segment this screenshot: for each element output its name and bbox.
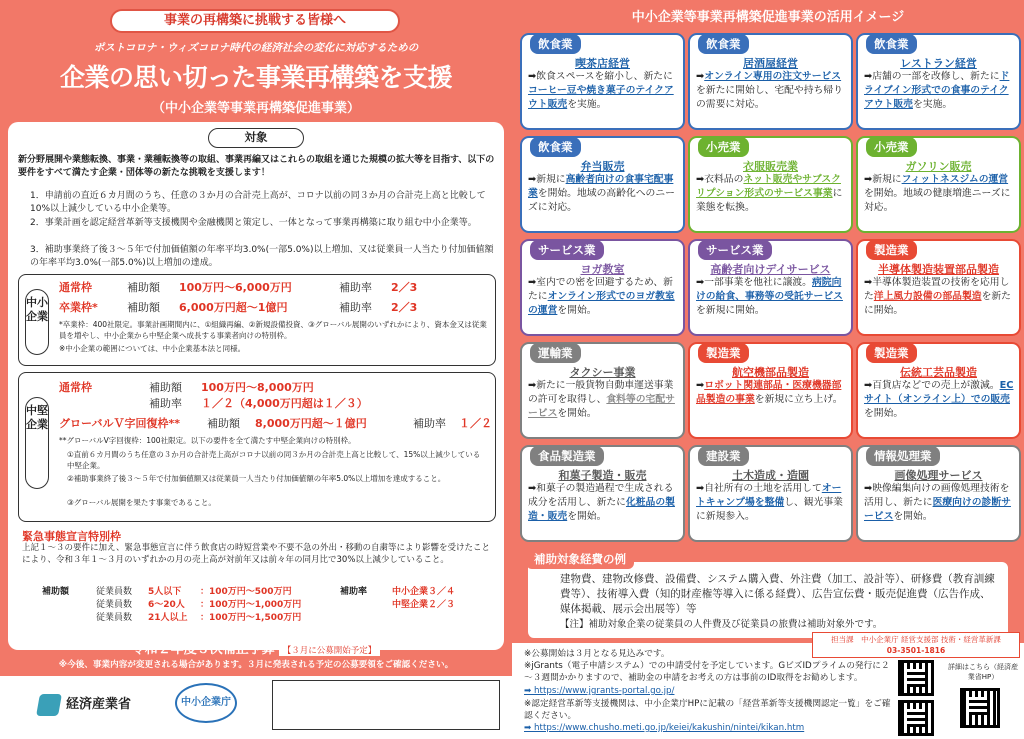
qr-label: 詳細はこちら（経済産業省HP） bbox=[948, 663, 1018, 681]
budget-note: 【３月に公募開始予定】 bbox=[279, 646, 381, 656]
card-desc-highlight: 病院向けの給食、事務等の受託サービス bbox=[696, 277, 843, 302]
mid-note-2: ①直前６カ月間のうち任意の３か月の合計売上高がコロナ以前の同３か月の合計売上高と比較して、15%以上減少している中堅企業。 bbox=[67, 450, 481, 470]
qr-code-1-icon[interactable] bbox=[898, 660, 934, 696]
subtitle: （中小企業等事業再構築促進事業） bbox=[151, 101, 360, 116]
example-card bbox=[520, 136, 685, 233]
qr-code-2-icon[interactable] bbox=[898, 700, 934, 736]
example-card bbox=[856, 342, 1021, 439]
example-card bbox=[856, 136, 1021, 233]
em-amt-label: 補助額 bbox=[42, 587, 70, 597]
card-desc-lead: ➡ bbox=[696, 380, 705, 391]
mid-global-rate-label: 補助率 bbox=[413, 417, 446, 430]
example-card bbox=[688, 136, 853, 233]
example-card bbox=[856, 239, 1021, 336]
card-category: 食品製造業 bbox=[530, 446, 604, 466]
card-business: 衣服販売業 bbox=[743, 160, 798, 173]
card-desc-lead: ➡和菓子の製造過程で生成される成分を活用し、新たに bbox=[528, 483, 674, 508]
example-card bbox=[688, 33, 853, 130]
card-desc-lead: ➡店舗の一部を改修し、新たに bbox=[864, 71, 1000, 82]
expense-list bbox=[560, 572, 1000, 632]
mid-note-3: ②補助事業終了後３～５年で付加価値額又は従業員一人当たり付加価値額の年率5.0%以上増加を達成すること。 bbox=[67, 474, 446, 483]
contact-org: 中小企業庁 経営支援部 技術・経営革新課 bbox=[861, 635, 1001, 644]
mid-global-amount: 8,000万円超～１億円 bbox=[255, 417, 367, 430]
jgrants-link[interactable]: ➡ https://www.jgrants-portal.go.jp/ bbox=[524, 686, 675, 696]
sme-normal-rate-label: 補助率 bbox=[339, 281, 372, 294]
card-desc-tail: を開始。 bbox=[557, 305, 597, 316]
card-category: 小売業 bbox=[698, 137, 749, 157]
card-business: 喫茶店経営 bbox=[575, 57, 630, 70]
em-r1-c: ：100万円～500万円 bbox=[200, 587, 292, 597]
card-description bbox=[696, 379, 848, 407]
card-description bbox=[528, 173, 680, 215]
card-desc-highlight: フィットネスジムの運営 bbox=[901, 174, 1009, 185]
mid-label: 中堅企業 bbox=[25, 397, 49, 489]
example-card bbox=[520, 445, 685, 542]
lead-text: ポストコロナ・ウィズコロナ時代の経済社会の変化に対応するための bbox=[93, 42, 419, 54]
change-warning: ※今後、事業内容が変更される場合があります。３月に発表される予定の公募要領をご確認ください。 bbox=[58, 660, 454, 670]
card-category: 建設業 bbox=[698, 446, 749, 466]
card-business: 伝統工芸品製造 bbox=[900, 366, 977, 379]
eligibility-panel bbox=[8, 122, 504, 650]
card-desc-highlight: オンライン専用の注文サービス bbox=[704, 71, 842, 82]
tagline: 事業の再構築に挑戦する皆様へ bbox=[110, 9, 400, 33]
em-r1-a: 従業員数 bbox=[96, 587, 133, 597]
expense-note: 【注】補助対象企業の従業員の人件費及び従業員の旅費は補助対象外です。 bbox=[560, 619, 883, 630]
card-desc-highlight: 洋上風力設備の部品製造 bbox=[873, 291, 982, 302]
card-category: 製造業 bbox=[698, 343, 749, 363]
example-card bbox=[688, 342, 853, 439]
example-card bbox=[688, 445, 853, 542]
target-intro: 新分野展開や業態転換、事業・業種転換等の取組、事業再編又はこれらの取組を通じた規模の拡大等を目指す、以下の要件をすべて満たす企業・団体等の新たな挑戦を支援します！ bbox=[18, 155, 495, 178]
requirement-2: 2．事業計画を認定経営革新等支援機関や金融機関と策定し、一体となって事業再構築に取り組む中小企業等。 bbox=[30, 218, 477, 228]
card-category: サービス業 bbox=[698, 240, 772, 260]
card-desc-highlight: ネット販売やサブスクリプション形式のサービス事業 bbox=[696, 174, 841, 199]
card-desc-tail: を新たに開始。 bbox=[864, 291, 1011, 316]
card-description bbox=[696, 173, 848, 215]
card-desc-lead: ➡飲食スペースを縮小し、新たに bbox=[528, 71, 673, 82]
em-r2-b: 6～20人 bbox=[148, 600, 185, 610]
em-r1-b: 5人以下 bbox=[148, 587, 182, 597]
card-category: 運輸業 bbox=[530, 343, 581, 363]
card-desc-lead: ➡新規に bbox=[528, 174, 566, 185]
example-card bbox=[520, 342, 685, 439]
card-desc-tail: を新規に立ち上げ。 bbox=[754, 394, 843, 405]
card-desc-tail: し、観光事業に新規参入。 bbox=[696, 497, 843, 522]
sme-note-1: *卒業枠：400社限定。事業計画期間内に、①組織再編、②新規設備投資、③グローバル展開のいずれかにより、資本金又は従業員を増やし、中小企業から中堅企業へ成長する事業者向けの特別枠。 bbox=[59, 320, 487, 340]
card-business: 土木造成・造園 bbox=[732, 469, 809, 482]
note-2: ※jGrants（電子申請システム）での申請受付を予定しています。GビズIDプライムの発行に２～３週間かかりますので、補助金の申請をお考えの方は事前のID取得をお勧めします。 bbox=[524, 661, 890, 683]
card-desc-lead: ➡ bbox=[696, 71, 705, 82]
card-desc-lead: ➡自社所有の土地を活用して bbox=[696, 483, 822, 494]
mid-normal-name: 通常枠 bbox=[59, 381, 92, 394]
card-desc-tail: に業態を転換。 bbox=[696, 188, 843, 213]
card-description bbox=[528, 482, 680, 524]
sme-note-2: ※中小企業の範囲については、中小企業基本法と同様。 bbox=[59, 344, 246, 353]
meti-logo-text: 経済産業省 bbox=[66, 697, 132, 712]
em-r3-c: ：100万円～1,500万円 bbox=[200, 613, 302, 623]
em-r2-a: 従業員数 bbox=[96, 600, 133, 610]
card-desc-lead: ➡一部事業を他社に譲渡。 bbox=[696, 277, 812, 288]
card-desc-highlight: ロボット関連部品・医療機器部品製造の事業 bbox=[696, 380, 842, 405]
sme-grad-amt-label: 補助額 bbox=[127, 301, 160, 314]
sme-grad-rate: 2／3 bbox=[391, 301, 418, 314]
card-category: 飲食業 bbox=[866, 34, 917, 54]
card-category: 情報処理業 bbox=[866, 446, 940, 466]
sme-grad-name: 卒業枠* bbox=[59, 301, 98, 314]
meti-logo bbox=[38, 693, 131, 716]
card-description bbox=[528, 379, 680, 421]
mid-global-amt-label: 補助額 bbox=[207, 417, 240, 430]
sme-label: 中小企業 bbox=[25, 289, 49, 355]
card-desc-tail: を開始。地域の高齢化へのニーズに対応。 bbox=[528, 188, 675, 213]
card-desc-tail: を開始。地域の健康増進ニーズに対応。 bbox=[864, 188, 1011, 213]
requirement-3: 3．補助事業終了後３～５年で付加価値額の年率平均3.0%(一部5.0%)以上増加、又は従業員一人当たり付加価値額の年率平均3.0%(一部5.0%)以上増加の達成。 bbox=[30, 245, 494, 268]
card-business: ヨガ教室 bbox=[580, 263, 625, 276]
sme-grad-amount: 6,000万円超～1億円 bbox=[179, 301, 288, 314]
card-desc-highlight: オンライン形式でのヨガ教室の運営 bbox=[528, 291, 675, 316]
card-desc-tail: を開始。 bbox=[567, 511, 607, 522]
sme-box bbox=[18, 274, 496, 366]
note-1: ※公募開始は３月となる見込みです。 bbox=[524, 649, 670, 659]
card-desc-highlight: 高齢者向けの食事宅配事業 bbox=[528, 174, 674, 199]
emergency-text: 上記１～３の要件に加え、緊急事態宣言に伴う飲食店の時短営業や不要不急の外出・移動の自粛等により影響を受けたことにより、令和３年１～３月のいずれかの月の売上高が対前年又は前々年の同月比で30%以上減少していること。 bbox=[22, 543, 491, 565]
em-rate-label: 補助率 bbox=[340, 587, 368, 597]
card-desc-highlight: ドライブイン形式での食事のテイクアウト販売 bbox=[864, 71, 1010, 110]
chusho-link[interactable]: ➡ https://www.chusho.meti.go.jp/keiei/kakushin/nintei/kikan.htm bbox=[524, 723, 805, 733]
meti-logo-mark-icon bbox=[36, 694, 62, 716]
example-card bbox=[520, 33, 685, 130]
em-rate-mid: 中堅企業２／３ bbox=[392, 600, 456, 610]
contact-label: 担当課 bbox=[831, 635, 854, 644]
card-desc-lead: ➡新規に bbox=[864, 174, 902, 185]
card-business: 画像処理サービス bbox=[894, 469, 983, 482]
example-card bbox=[856, 445, 1021, 542]
mid-global-name: グローバルＶ字回復枠** bbox=[59, 417, 180, 430]
sme-normal-name: 通常枠 bbox=[59, 281, 92, 294]
card-description bbox=[864, 379, 1016, 421]
mid-normal-amt-label: 補助額 bbox=[149, 381, 182, 394]
examples-title: 中小企業等事業再構築促進事業の活用イメージ bbox=[631, 10, 905, 25]
mid-normal-rate: １／２（4,000万円超は１／３） bbox=[201, 397, 368, 410]
card-business: 航空機部品製造 bbox=[732, 366, 809, 379]
main-title: 企業の思い切った事業再構築を支援 bbox=[59, 63, 452, 92]
card-category: 飲食業 bbox=[530, 137, 581, 157]
card-description bbox=[528, 70, 680, 112]
card-description bbox=[864, 70, 1016, 112]
card-desc-highlight: 医療向けの診断サービス bbox=[864, 497, 1011, 522]
requirement-1: 1．申請前の直近６カ月間のうち、任意の３か月の合計売上高が、コロナ以前の同３か月の合計売上高と比較して10%以上減少している中小企業等。 bbox=[30, 191, 486, 214]
example-card bbox=[520, 239, 685, 336]
card-desc-lead: ➡衣料品の bbox=[696, 174, 744, 185]
card-category: 小売業 bbox=[866, 137, 917, 157]
card-category: 飲食業 bbox=[698, 34, 749, 54]
sme-agency-logo: 中小企業庁 bbox=[175, 683, 237, 723]
card-desc-highlight: 化粧品の製造・販売 bbox=[528, 497, 675, 522]
card-desc-highlight: 食料等の宅配サービス bbox=[528, 394, 675, 419]
em-r3-b: 21人以上 bbox=[148, 613, 188, 623]
card-business: 弁当販売 bbox=[580, 160, 625, 173]
mid-normal-rate-label: 補助率 bbox=[149, 397, 182, 410]
card-category: 飲食業 bbox=[530, 34, 581, 54]
card-description bbox=[864, 173, 1016, 215]
em-r2-c: ：100万円～1,000万円 bbox=[200, 600, 302, 610]
card-desc-tail: を開始。 bbox=[557, 408, 597, 419]
left-column bbox=[0, 0, 512, 676]
card-desc-highlight: コーヒー豆や焼き菓子のテイクアウト販売 bbox=[528, 85, 674, 110]
qr-code-3-icon[interactable] bbox=[960, 688, 1000, 728]
card-desc-lead: ➡半導体製造装置の技術を応用した bbox=[864, 277, 1010, 302]
card-desc-lead: ➡新たに一般貨物自動車運送事業の許可を取得し、 bbox=[528, 380, 674, 405]
card-desc-tail: を開始。 bbox=[864, 408, 904, 419]
sme-normal-amount: 100万円～6,000万円 bbox=[179, 281, 292, 294]
em-rate-sme: 中小企業３／４ bbox=[392, 587, 456, 597]
card-desc-highlight: オートキャンプ場を整備 bbox=[696, 483, 842, 508]
card-desc-lead: ➡百貨店などでの売上が激減。 bbox=[864, 380, 1000, 391]
card-category: サービス業 bbox=[530, 240, 604, 260]
right-column bbox=[512, 0, 1024, 739]
card-description bbox=[696, 70, 848, 112]
sme-grad-rate-label: 補助率 bbox=[339, 301, 372, 314]
example-card bbox=[856, 33, 1021, 130]
sme-normal-amt-label: 補助額 bbox=[127, 281, 160, 294]
card-desc-lead: ➡室内での密を回避するため、新たに bbox=[528, 277, 673, 302]
card-desc-tail: を実施。 bbox=[567, 99, 607, 110]
card-description bbox=[696, 482, 848, 524]
example-card bbox=[688, 239, 853, 336]
sme-normal-rate: 2／3 bbox=[391, 281, 418, 294]
mid-note-4: ③グローバル展開を果たす事業であること。 bbox=[67, 498, 216, 507]
card-desc-highlight: ECサイト（オンライン上）での販売 bbox=[864, 380, 1014, 405]
card-description bbox=[696, 276, 848, 318]
mid-normal-amount: 100万円～8,000万円 bbox=[201, 381, 314, 394]
contact-tel: 03-3501-1816 bbox=[886, 646, 946, 655]
card-desc-tail: を新規に開始。 bbox=[696, 305, 765, 316]
card-description bbox=[864, 482, 1016, 524]
em-r3-a: 従業員数 bbox=[96, 613, 133, 623]
card-desc-tail: を新たに開始し、宅配や持ち帰りの需要に対応。 bbox=[696, 85, 843, 110]
card-description bbox=[528, 276, 680, 318]
note-3: ※認定経営革新等支援機関は、中小企業庁HPに記載の「経営革新等支援機関認定一覧」をご確認ください。 bbox=[524, 699, 891, 721]
card-desc-tail: を開始。 bbox=[893, 511, 933, 522]
budget-line bbox=[0, 638, 512, 657]
mid-note-1: **グローバルV字回復枠：100社限定。以下の要件を全て満たす中堅企業向けの特別枠。 bbox=[59, 436, 356, 445]
card-business: 半導体製造装置部品製造 bbox=[878, 263, 999, 276]
card-desc-lead: ➡映像編集向けの画像処理技術を活用し、新たに bbox=[864, 483, 1010, 508]
emergency-title: 緊急事態宣言特別枠 bbox=[22, 530, 121, 543]
card-description bbox=[864, 276, 1016, 318]
blank-box bbox=[272, 680, 500, 730]
card-desc-tail: を実施。 bbox=[912, 99, 953, 110]
card-category: 製造業 bbox=[866, 240, 917, 260]
card-category: 製造業 bbox=[866, 343, 917, 363]
contact-box bbox=[812, 632, 1020, 658]
card-business: レストラン経営 bbox=[900, 57, 977, 70]
card-business: ガソリン販売 bbox=[905, 160, 972, 173]
budget-title: 令和２年度３次補正予算 bbox=[131, 642, 275, 657]
expense-items: 建物費、建物改修費、設備費、システム購入費、外注費（加工、設計等）、研修費（教育訓練費等）、技術導入費（知的財産権等導入に係る経費）、広告宣伝費・販売促進費（広告作成、媒体掲載、展示会出展等）等 bbox=[560, 573, 995, 615]
card-business: タクシー事業 bbox=[569, 366, 636, 379]
mid-box bbox=[18, 372, 496, 522]
card-business: 和菓子製造・販売 bbox=[558, 469, 647, 482]
expense-title: 補助対象経費の例 bbox=[526, 549, 634, 569]
card-business: 居酒屋経営 bbox=[743, 57, 798, 70]
target-heading: 対象 bbox=[208, 128, 304, 148]
mid-global-rate: １／２ bbox=[459, 417, 492, 430]
card-business: 高齢者向けデイサービス bbox=[710, 263, 831, 276]
